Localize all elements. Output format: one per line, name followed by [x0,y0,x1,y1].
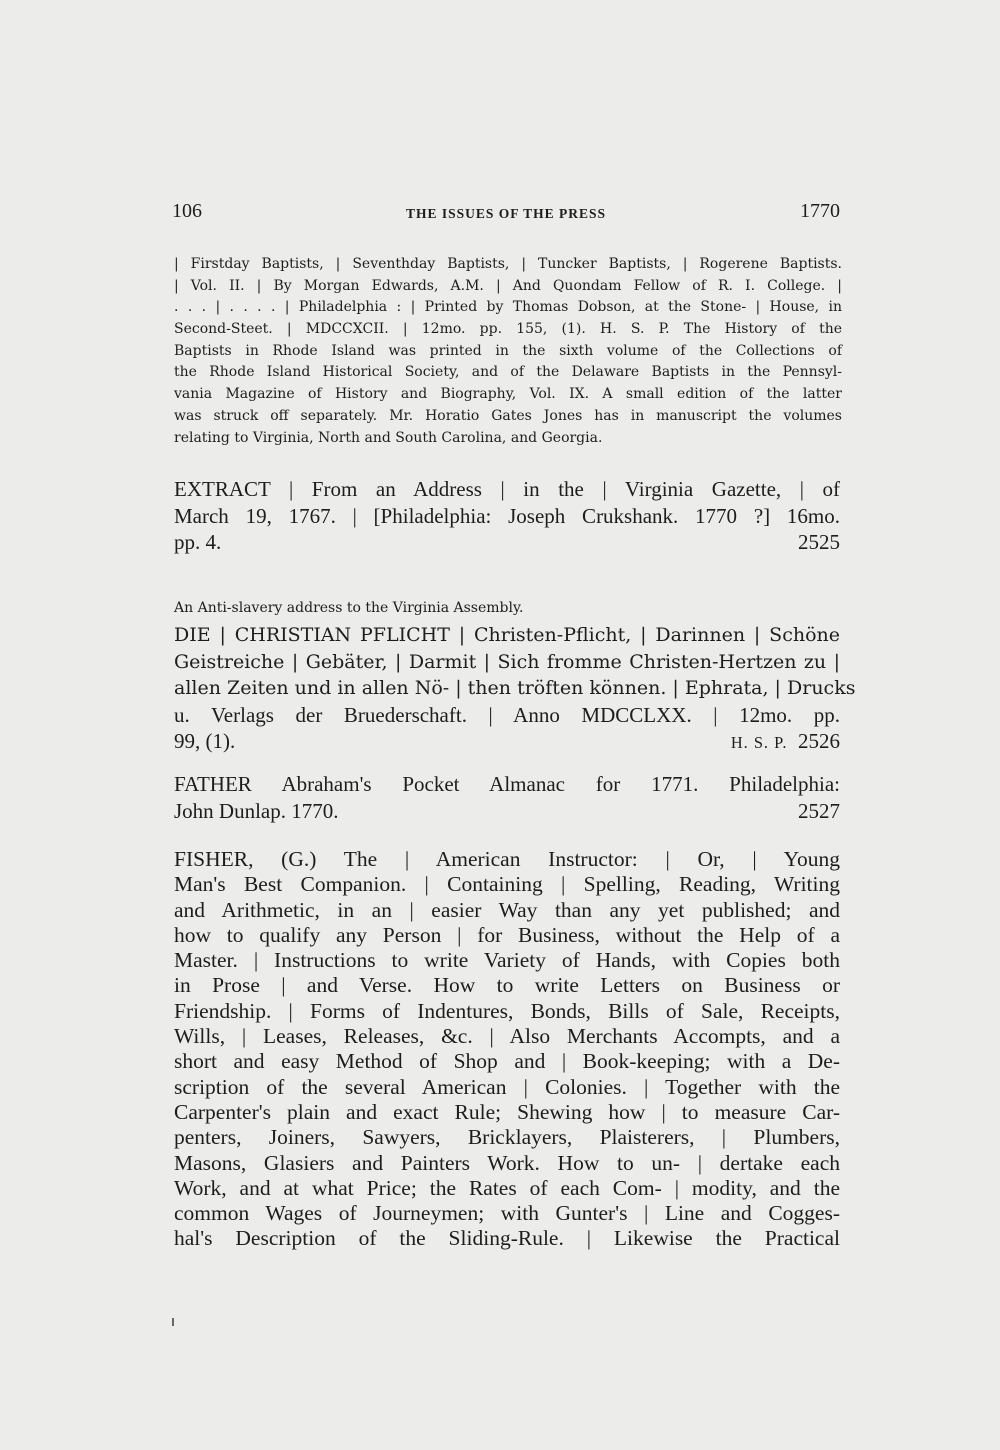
running-title: THE ISSUES OF THE PRESS [405,206,607,221]
entry-line: Wills, | Leases, Releases, &c. | Also Merchants Accompts, and a [174,1024,840,1049]
entry-line: short and easy Method of Shop and | Book-keeping; with a De- [174,1049,840,1074]
entry-line-last [174,728,840,755]
entry-pages: pp. 4. [174,530,222,554]
entry-line: Man's Best Companion. | Containing | Spelling, Reading, Writing [174,872,840,897]
entry-line: Masons, Glasiers and Painters Work. How to un- | dertake each [174,1150,840,1175]
text-line: relating to Virginia, North and South Carolina, and Georgia. [174,429,603,446]
entry-line: Geistreiche | Gebäter, | Darmit | Sich fromme Christen-Hertzen zu | [174,650,840,673]
entry-line-last [174,529,840,556]
entry-fisher [174,847,840,1252]
entry-imprint: John Dunlap. 1770. [174,798,339,823]
text-line: . . . | . . . . | Philadelphia : | Printed by Thomas Dobson, at the Stone- | House, in [174,299,842,316]
entry-number: 2525 [798,530,840,554]
text-line: vania Magazine of History and Biography, Vol. IX. A small edition of the latter [174,386,842,403]
entry-line-last [174,798,840,825]
entry-note: An Anti-slavery address to the Virginia Assembly. [174,600,524,616]
continued-entry [174,254,842,449]
entry-line: FISHER, (G.) The | American Instructor: | Or, | Young [174,847,840,871]
entry-line: and Arithmetic, in an | easier Way than any yet published; and [174,897,840,922]
text-line: the Rhode Island Historical Society, and of the Delaware Baptists in the Pennsyl- [174,364,842,381]
running-year: 1770 [800,200,840,222]
library-code: H. S. P. [730,733,788,752]
entry-line: penters, Joiners, Sawyers, Bricklayers, Plaisterers, | Plumbers, [174,1125,840,1150]
entry-number: 2526 [798,729,840,753]
entry-line: common Wages of Journeymen; with Gunter's | Line and Cogges- [174,1201,840,1226]
entry-2527 [174,771,840,824]
text-line: Baptists in Rhode Island was printed in the sixth volume of the Collections of [174,342,842,359]
entry-line: EXTRACT | From an Address | in the | Virginia Gazette, | of [174,477,840,501]
text-line: was struck off separately. Mr. Horatio Gates Jones has in manuscript the volumes [174,407,842,424]
entry-location-number [731,728,840,755]
entry-line: allen Zeiten und in allen Nö- | then tröften können. | Ephrata, | Drucks [174,677,856,699]
entry-2525 [174,476,840,556]
entry-line: hal's Description of the Sliding-Rule. | Likewise the Practical [174,1226,840,1251]
entry-line: u. Verlags der Bruederschaft. | Anno MDCCLXX. | 12mo. pp. [174,702,840,727]
entry-line: how to qualify any Person | for Business, without the Help of a [174,922,840,947]
entry-2526 [174,622,856,755]
entry-line: scription of the several American | Colonies. | Together with the [174,1074,840,1099]
running-head [172,200,840,232]
text-line: | Firstday Baptists, | Seventhday Baptists, | Tuncker Baptists, | Rogerene Baptists. [174,256,842,272]
entry-line: in Prose | and Verse. How to write Letters on Business or [174,973,840,998]
entry-line: Master. | Instructions to write Variety of Hands, with Copies both [174,948,840,973]
entry-line: Carpenter's plain and exact Rule; Shewing how | to measure Car- [174,1099,840,1124]
page-number: 106 [172,200,202,222]
entry-pages: 99, (1). [174,729,236,753]
entry-line: Work, and at what Price; the Rates of each Com- | modity, and the [174,1175,840,1200]
entry-line: March 19, 1767. | [Philadelphia: Joseph Crukshank. 1770 ?] 16mo. [174,503,840,528]
page-speck [172,1318,178,1326]
entry-line: DIE | CHRISTIAN PFLICHT | Christen-Pflicht, | Darinnen | Schöne [174,624,840,646]
entry-number: 2527 [798,798,840,823]
text-line: | Vol. II. | By Morgan Edwards, A.M. | And Quondam Fellow of R. I. College. | [174,277,842,294]
entry-line: Friendship. | Forms of Indentures, Bonds, Bills of Sale, Receipts, [174,998,840,1023]
entry-line: FATHER Abraham's Pocket Almanac for 1771. Philadelphia: [174,772,840,796]
text-line: Second-Steet. | MDCCXCII. | 12mo. pp. 155, (1). H. S. P. The History of the [174,321,842,338]
